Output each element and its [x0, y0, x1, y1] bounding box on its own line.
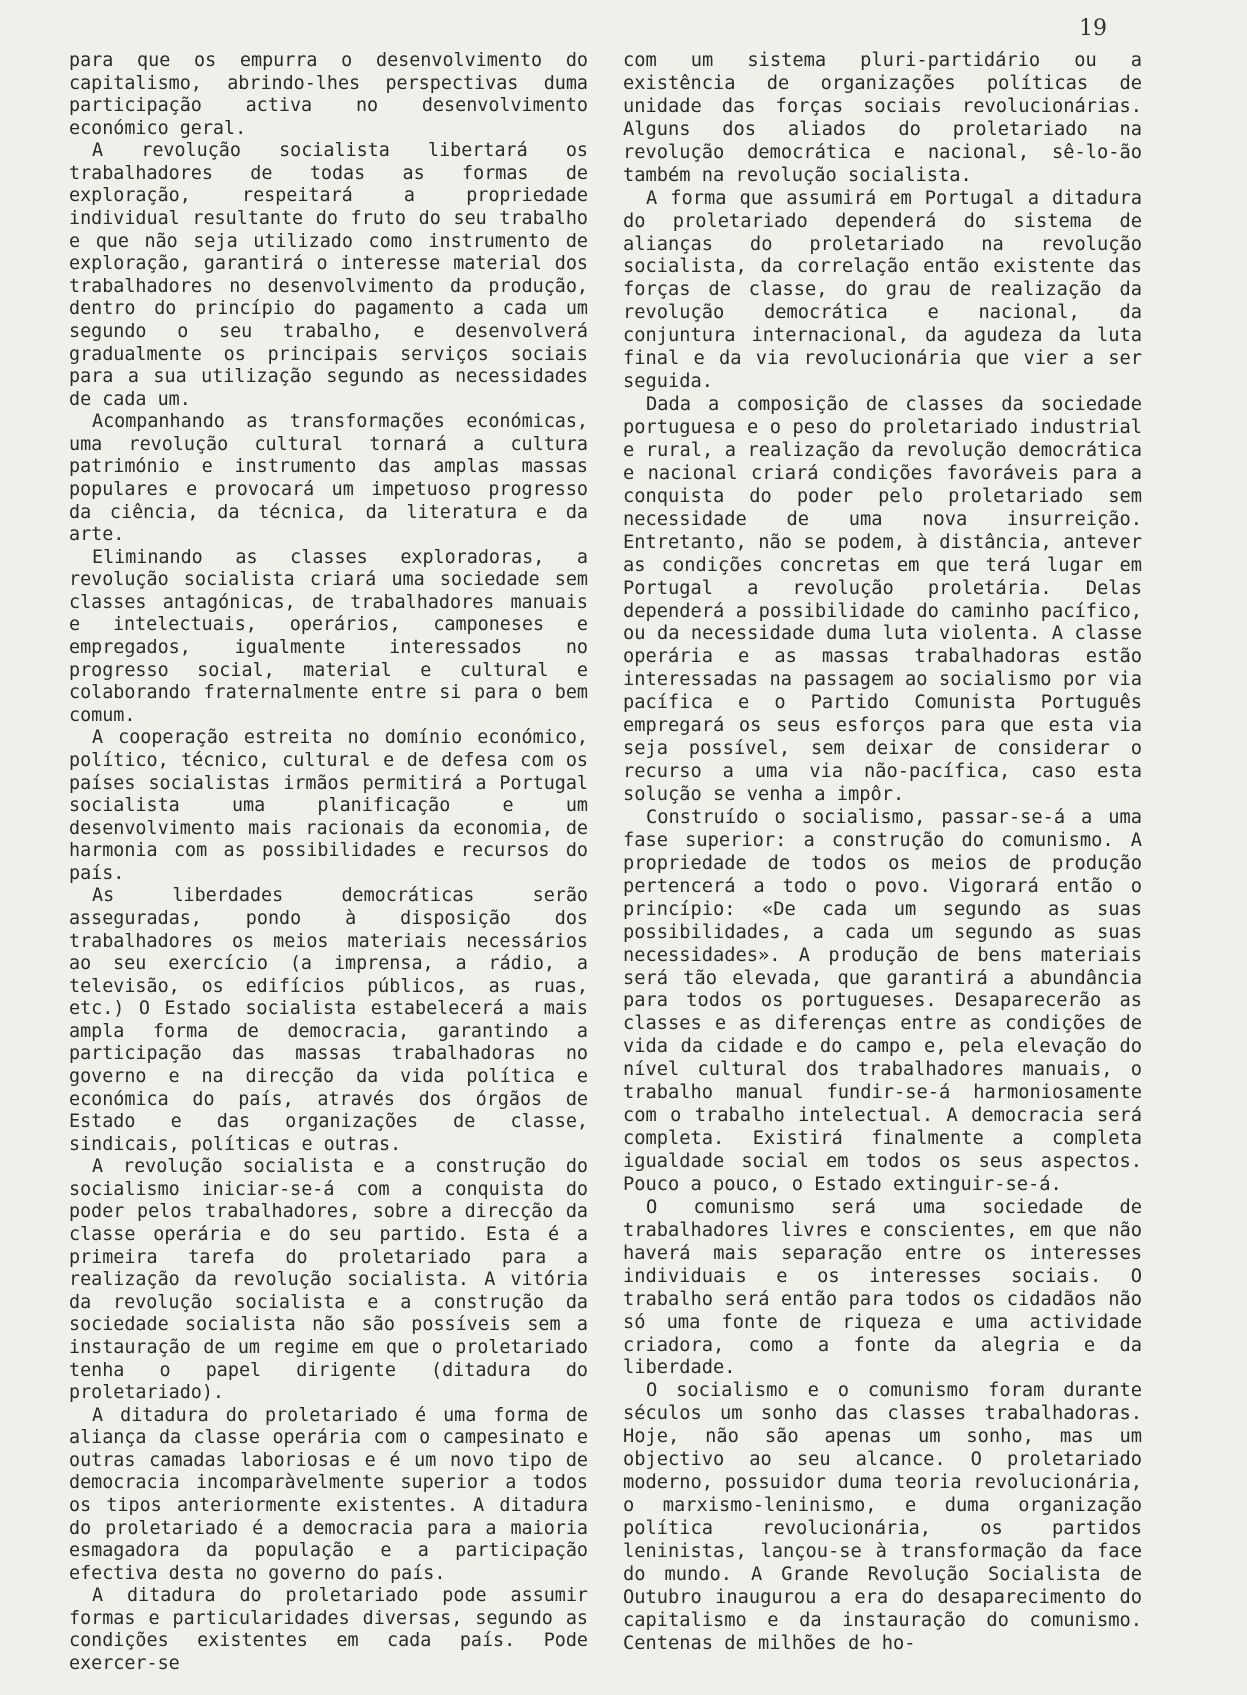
paragraph: A revolução socialista libertará os trabalhadores de todas as formas de exploração, respeitará a propriedade individual resultante do fruto do seu trabalho e que não seja utilizado como instrumento de exploração, garantirá o interesse material dos trabalhadores no desenvolvimento da produção, dentro do princípio do pagamento a cada um segundo o seu trabalho, e desenvolverá gradualmente os principais serviços sociais para a sua utilização segundo as necessidades de cada um.	[69, 140, 588, 410]
paragraph: com um sistema pluri-partidário ou a existência de organizações políticas de unidade das forças sociais revolucionárias. Alguns dos aliados do proletariado na revolução democrática e nacional, sê-lo-ão também na revolução socialista.	[623, 50, 1142, 186]
paragraph: O comunismo será uma sociedade de trabalhadores livres e conscientes, em que não haverá mais separação entre os interesses individuais e os interesses sociais. O trabalho será então para todos os cidadãos não só uma fonte de riqueza e uma actividade criadora, como a fonte da alegria e da liberdade.	[623, 1196, 1142, 1379]
paragraph: Dada a composição de classes da sociedade portuguesa e o peso do proletariado industrial e rural, a realização da revolução democrática e nacional criará condições favoráveis para a conquista do poder pelo proletariado sem necessidade de uma nova insurreição. Entretanto, não se podem, à distância, antever as condições concretas em que terá lugar em Portugal a revolução proletária. Delas dependerá a possibilidade do caminho pacífico, ou da necessidade duma luta violenta. A classe operária e as massas trabalhadoras estão interessadas na passagem ao socialismo por via pacífica e o Partido Comunista Português empregará os seus esforços para que esta via seja possível, sem deixar de considerar o recurso a uma via não-pacífica, caso esta solução se venha a impôr.	[623, 394, 1142, 805]
paragraph: A cooperação estreita no domínio económico, político, técnico, cultural e de defesa com os países socialistas irmãos permitirá a Portugal socialista uma planificação e um desenvolvimento mais racionais da economia, de harmonia com as possibilidades e recursos do país.	[69, 727, 588, 884]
left-column	[69, 50, 588, 1676]
right-column	[623, 50, 1142, 1656]
paragraph: Acompanhando as transformações económicas, uma revolução cultural tornará a cultura património e instrumento das amplas massas populares e provocará um impetuoso progresso da ciência, da técnica, da literatura e da arte.	[69, 411, 588, 546]
paragraph: O socialismo e o comunismo foram durante séculos um sonho das classes trabalhadoras. Hoje, não são apenas um sonho, mas um objectivo ao seu alcance. O proletariado moderno, possuidor duma teoria revolucionária, o marxismo-leninismo, e duma organização política revolucionária, os partidos leninistas, lançou-se à transformação da face do mundo. A Grande Revolução Socialista de Outubro inaugurou a era do desaparecimento do capitalismo e da instauração do comunismo. Centenas de milhões de ho-	[623, 1380, 1142, 1654]
paragraph: para que os empurra o desenvolvimento do capitalismo, abrindo-lhes perspectivas duma participação activa no desenvolvimento económico geral.	[69, 50, 588, 139]
paragraph: A forma que assumirá em Portugal a ditadura do proletariado dependerá do sistema de alianças do proletariado na revolução socialista, da correlação então existente das forças de classe, do grau de realização da revolução democrática e nacional, da conjuntura internacional, da agudeza da luta final e da via revolucionária que vier a ser seguida.	[623, 187, 1142, 393]
paragraph: As liberdades democráticas serão asseguradas, pondo à disposição dos trabalhadores os meios materiais necessários ao seu exercício (a imprensa, a rádio, a televisão, os edifícios públicos, as ruas, etc.) O Estado socialista estabelecerá a mais ampla forma de democracia, garantindo a participação das massas trabalhadoras no governo e na direcção da vida política e económica do país, através dos órgãos de Estado e das organizações de classe, sindicais, políticas e outras.	[69, 885, 588, 1155]
paragraph: A revolução socialista e a construção do socialismo iniciar-se-á com a conquista do poder pelos trabalhadores, sobre a direcção da classe operária e do seu partido. Esta é a primeira tarefa do proletariado para a realização da revolução socialista. A vitória da revolução socialista e a construção da sociedade socialista não são possíveis sem a instauração de um regime em que o proletariado tenha o papel dirigente (ditadura do proletariado).	[69, 1156, 588, 1404]
paragraph: A ditadura do proletariado pode assumir formas e particularidades diversas, segundo as condições existentes em cada país. Pode exercer-se	[69, 1585, 588, 1675]
paragraph: Construído o socialismo, passar-se-á a uma fase superior: a construção do comunismo. A propriedade de todos os meios de produção pertencerá a todo o povo. Vigorará então o princípio: «De cada um segundo as suas possibilidades, a cada um segundo as suas necessidades». A produção de bens materiais será tão elevada, que garantirá a abundância para todos os portugueses. Desaparecerão as classes e as diferenças entre as condições de vida da cidade e do campo e, pela elevação do nível cultural dos trabalhadores manuais, o trabalho manual fundir-se-á harmoniosamente com o trabalho intelectual. A democracia será completa. Existirá finalmente a completa igualdade social em todos os seus aspectos. Pouco a pouco, o Estado extinguir-se-á.	[623, 806, 1142, 1195]
page-number: 19	[1079, 16, 1107, 41]
paragraph: Eliminando as classes exploradoras, a revolução socialista criará uma sociedade sem classes antagónicas, de trabalhadores manuais e intelectuais, operários, camponeses e empregados, igualmente interessados no progresso social, material e cultural e colaborando fraternalmente entre si para o bem comum.	[69, 546, 588, 726]
paragraph: A ditadura do proletariado é uma forma de aliança da classe operária com o campesinato e outras camadas laboriosas e é um novo tipo de democracia incomparàvelmente superior a todos os tipos anteriormente existentes. A ditadura do proletariado é a democracia para a maioria esmagadora da população e a participação efectiva desta no governo do país.	[69, 1404, 588, 1584]
